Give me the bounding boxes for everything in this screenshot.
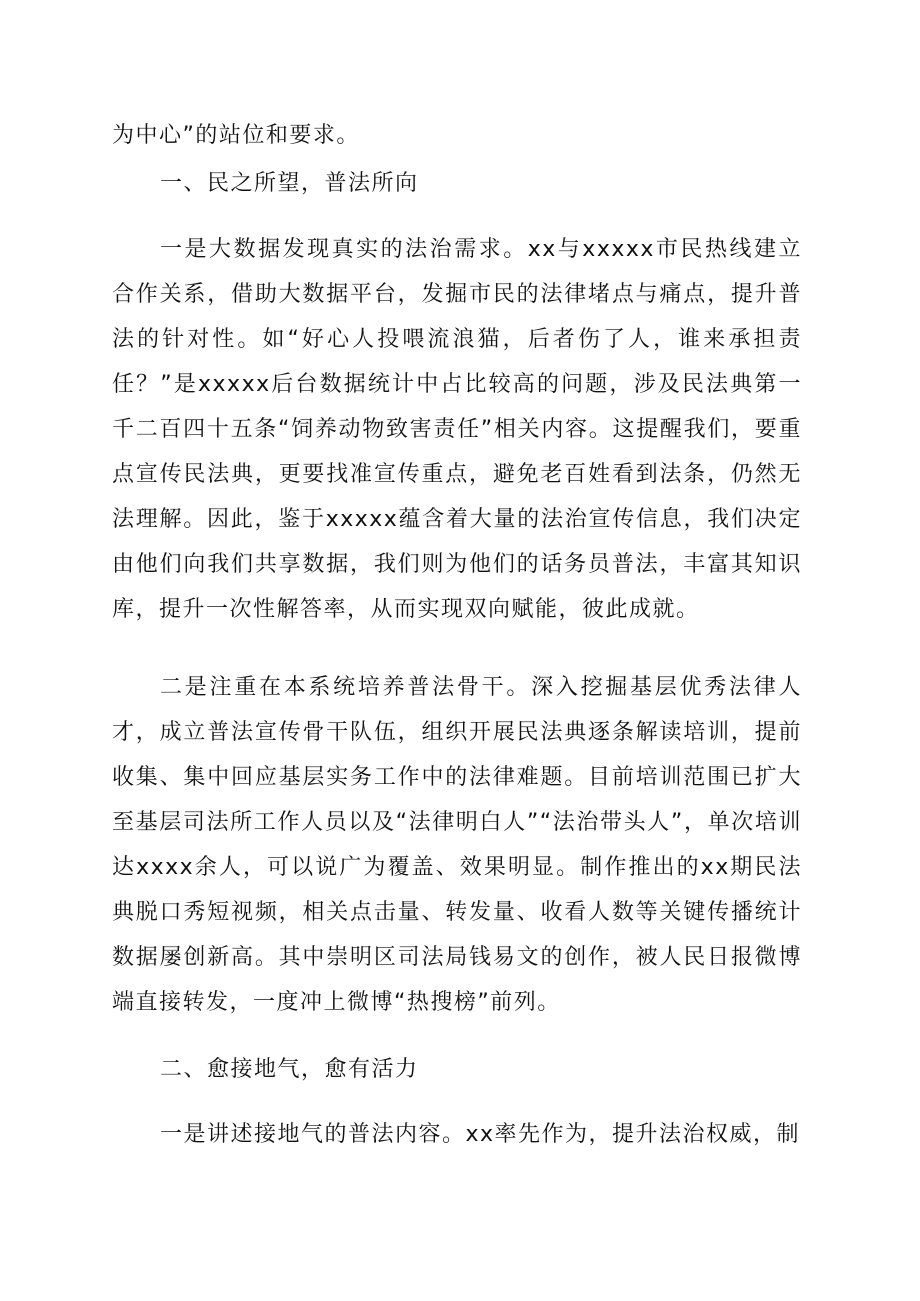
paragraph-big-data [112, 227, 802, 632]
paragraph-text: 一是讲述接地气的普法内容。xx率先作为，提升法治权威，制 [160, 1122, 801, 1147]
paragraph-text: 为中心”的站位和要求。 [112, 123, 360, 148]
heading-text: 二、愈接地气，愈有活力 [160, 1057, 419, 1082]
paragraph-continuation [112, 113, 802, 158]
paragraph-training [112, 665, 802, 1025]
section-heading-2 [112, 1047, 802, 1092]
paragraph-text: 一是大数据发现真实的法治需求。xx与xxxxx市民热线建立合作关系，借助大数据平台，发掘市民的法律堵点与痛点，提升普法的针对性。如“好心人投喂流浪猫，后者伤了人，谁来承担责任？”是xxxxx后台数据统计中占比较高的问题，涉及民法典第一千二百四十五条“饲养动物致害责任”相关内容。这提醒我们，要重点宣传民法典，更要找准宣传重点，避免老百姓看到法条，仍然无法理解。因此，鉴于xxxxx蕴含着大量的法治宣传信息，我们决定由他们向我们共享数据，我们则为他们的话务员普法，丰富其知识库，提升一次性解答率，从而实现双向赋能，彼此成就。 [112, 237, 802, 622]
section-heading-1 [112, 161, 802, 206]
paragraph-content [112, 1112, 802, 1157]
paragraph-text: 二是注重在本系统培养普法骨干。深入挖掘基层优秀法律人才，成立普法宣传骨干队伍，组织开展民法典逐条解读培训，提前收集、集中回应基层实务工作中的法律难题。目前培训范围已扩大至基层司法所工作人员以及“法律明白人”“法治带头人”，单次培训达xxxx余人，可以说广为覆盖、效果明显。制作推出的xx期民法典脱口秀短视频，相关点击量、转发量、收看人数等关键传播统计数据屡创新高。其中崇明区司法局钱易文的创作，被人民日报微博端直接转发，一度冲上微博“热搜榜”前列。 [112, 675, 802, 1015]
heading-text: 一、民之所望，普法所向 [160, 171, 419, 196]
